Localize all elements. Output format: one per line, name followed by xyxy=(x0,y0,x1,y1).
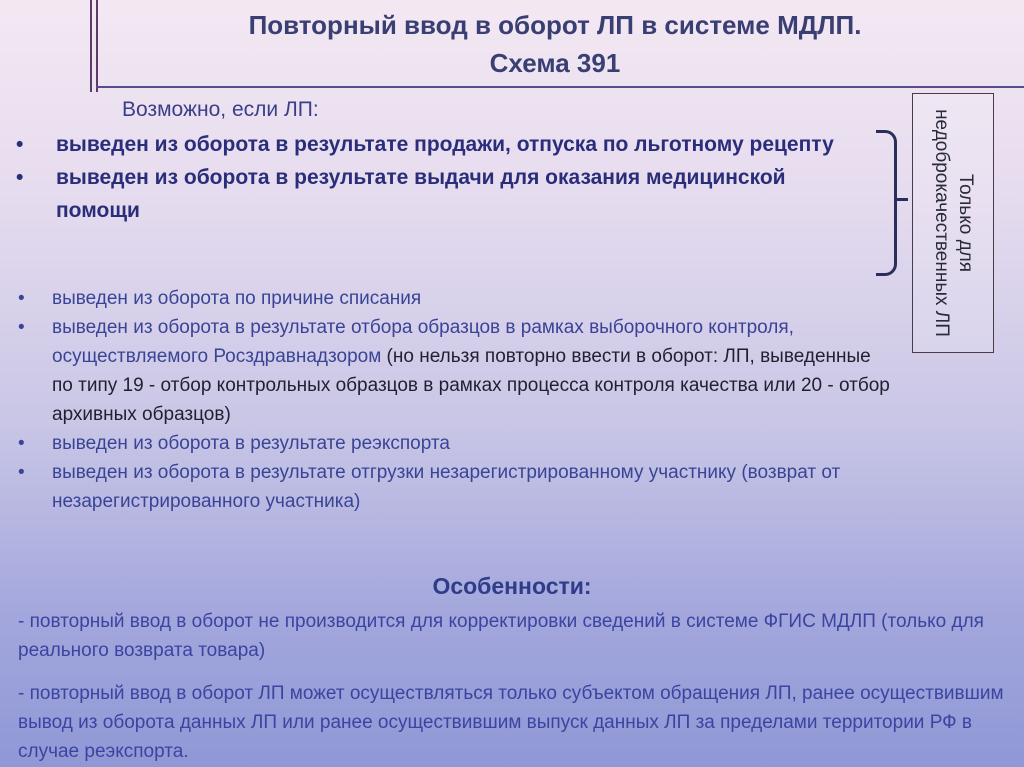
bullet-icon: • xyxy=(18,433,25,454)
bullet-icon: • xyxy=(18,288,25,309)
side-note-text: Только для недоброкачественных ЛП xyxy=(931,109,976,337)
intro-text: Возможно, если ЛП: xyxy=(122,98,319,121)
bullet-icon: • xyxy=(16,133,24,156)
features-paragraph-1: - повторный ввод в оборот не производится для корректировки сведений в системе ФГИС МДЛП (только для реального возврата товара) xyxy=(18,611,984,661)
list-item xyxy=(14,313,894,429)
list-item-text: выведен из оборота в результате отбора образцов в рамках выборочного контроля, осуществляемого Росздравнадзором xyxy=(52,317,794,367)
list-item xyxy=(14,458,894,516)
slide-title xyxy=(120,6,990,82)
list-item xyxy=(14,429,894,458)
list-item-text: выведен из оборота в результате продажи, отпуска по льготному рецепту xyxy=(56,133,834,156)
list-item-text: выведен из оборота в результате выдачи для оказания медицинской помощи xyxy=(56,166,786,222)
bullet-icon: • xyxy=(16,166,24,189)
decor-vertical-line-2 xyxy=(96,0,98,92)
curly-brace-tip xyxy=(894,198,908,201)
bullet-icon: • xyxy=(18,317,25,338)
slide-title-line-2: Схема 391 xyxy=(489,48,621,78)
bold-condition-list xyxy=(14,128,874,227)
list-item xyxy=(14,161,874,227)
slide-title-line-1: Повторный ввод в оборот ЛП в системе МДЛП. xyxy=(248,10,862,40)
regular-condition-list xyxy=(14,284,894,516)
list-item xyxy=(14,128,874,161)
list-item-text: выведен из оборота по причине списания xyxy=(52,288,422,309)
features-paragraph-2: - повторный ввод в оборот ЛП может осуществляться только субъектом обращения ЛП, ранее осуществившим вывод из оборота данных ЛП или ранее осуществившим выпуск данных ЛП за пределами территории РФ в случае реэкспорта. xyxy=(18,683,1004,762)
list-item xyxy=(14,284,894,313)
decor-vertical-line-1 xyxy=(90,0,92,92)
features-heading: Особенности: xyxy=(432,573,592,599)
decor-horizontal-line xyxy=(96,86,1024,88)
curly-brace-icon xyxy=(876,130,897,276)
list-item-text: выведен из оборота в результате реэкспорта xyxy=(52,433,450,454)
list-item-text: выведен из оборота в результате отгрузки незарегистрированному участнику (возврат от незарегистрированного участника) xyxy=(52,462,841,512)
side-note-box xyxy=(912,93,994,353)
bullet-icon: • xyxy=(18,462,25,483)
list-item-note: (но нельзя повторно ввести в оборот: ЛП, выведенные по типу 19 - отбор контрольных образцов в рамках процесса контроля качества или 20 - отбор архивных образцов) xyxy=(52,346,890,425)
